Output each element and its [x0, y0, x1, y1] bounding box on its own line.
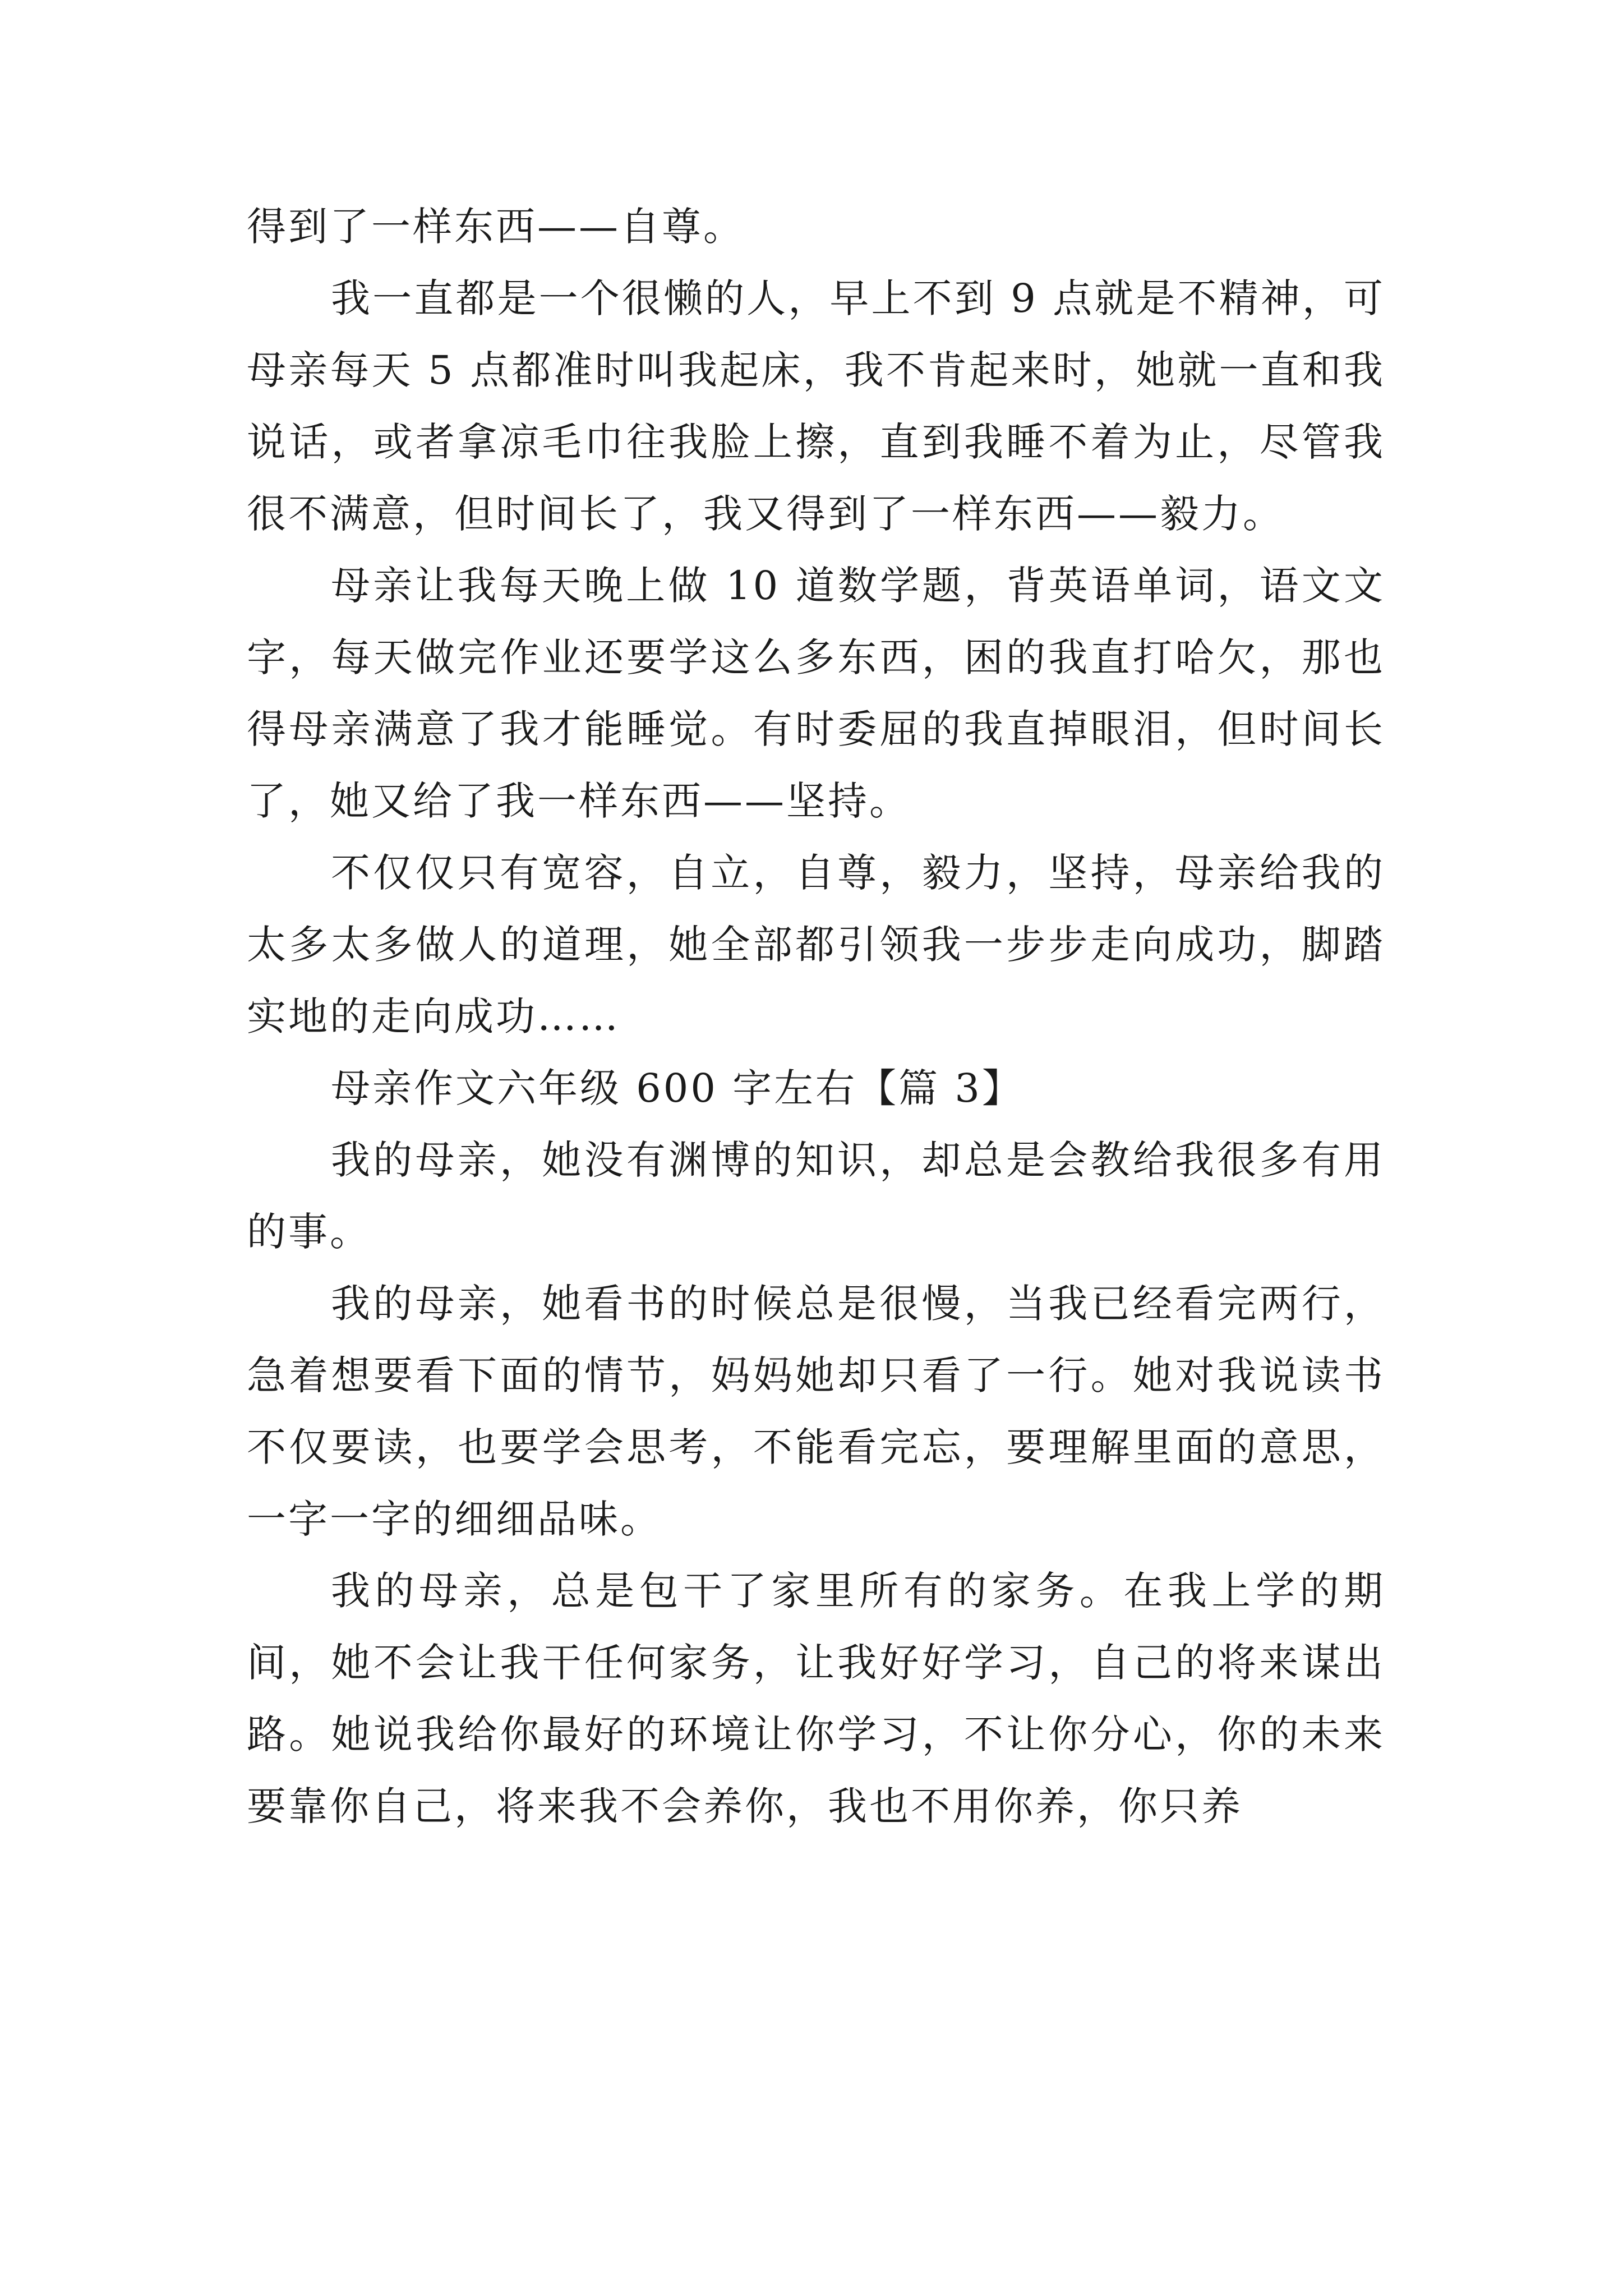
paragraph: 我的母亲，她看书的时候总是很慢，当我已经看完两行，急着想要看下面的情节，妈妈她却只看了一行。她对我说读书不仅要读，也要学会思考，不能看完忘，要理解里面的意思，一字一字的细细品味。 — [247, 1281, 1385, 1542]
paragraph: 我的母亲，她没有渊博的知识，却总是会教给我很多有用的事。 — [247, 1137, 1385, 1255]
paragraph: 我一直都是一个很懒的人，早上不到 9 点就是不精神，可母亲每天 5 点都准时叫我起床，我不肯起来时，她就一直和我说话，或者拿凉毛巾往我脸上擦，直到我睡不着为止，尽管我很不满意，但时间长了，我又得到了一样东西——毅力。 — [247, 275, 1385, 537]
paragraph: 母亲让我每天晚上做 10 道数学题，背英语单词，语文文字，每天做完作业还要学这么多东西，困的我直打哈欠，那也得母亲满意了我才能睡觉。有时委屈的我直掉眼泪，但时间长了，她又给了我一样东西——坚持。 — [247, 563, 1385, 824]
document-body — [247, 191, 1385, 1842]
section-heading: 母亲作文六年级 600 字左右【篇 3】 — [331, 1065, 1023, 1111]
paragraph: 不仅仅只有宽容，自立，自尊，毅力，坚持，母亲给我的太多太多做人的道理，她全部都引领我一步步走向成功，脚踏实地的走向成功…… — [247, 850, 1385, 1039]
paragraph-continuation: 得到了一样东西——自尊。 — [247, 204, 745, 250]
paragraph: 我的母亲，总是包干了家里所有的家务。在我上学的期间，她不会让我干任何家务，让我好好学习，自己的将来谋出路。她说我给你最好的环境让你学习，不让你分心，你的未来要靠你自己，将来我不会养你，我也不用你养，你只养 — [247, 1568, 1385, 1829]
